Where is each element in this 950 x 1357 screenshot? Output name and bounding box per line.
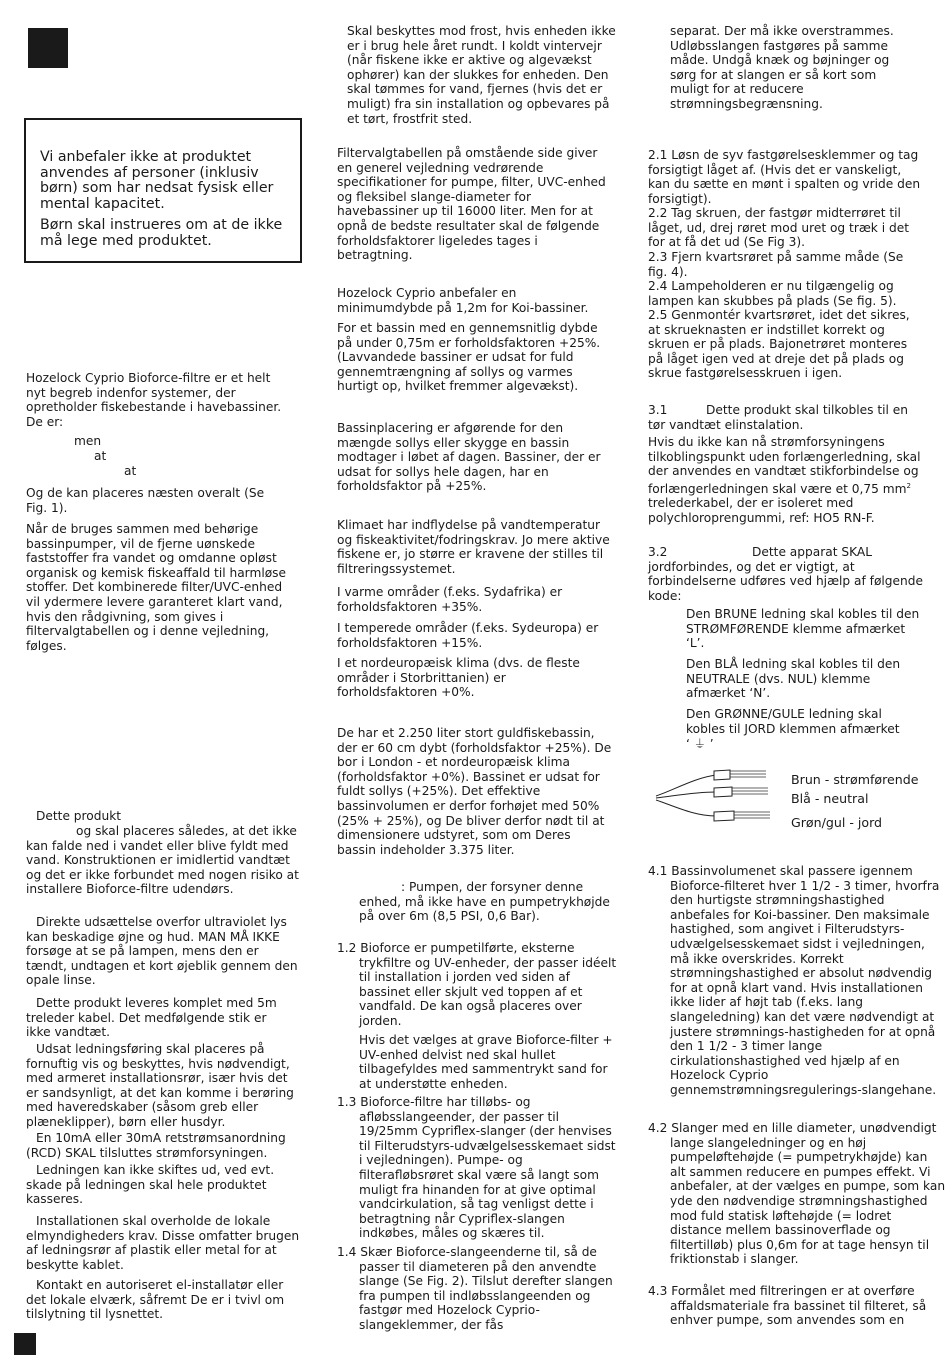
placement-paragraph: Og de kan placeres næsten overalt (Se Fig. 1). [26, 486, 265, 515]
depth-paragraph: Hozelock Cyprio anbefaler en minimumdybde på 1,2m for Koi-bassiner. [337, 286, 589, 315]
electrician-paragraph: Kontakt en autoriseret el-installatør eller det lokale elværk, såfremt De er i tvivl om tilslytning til lysnettet. [26, 1278, 285, 1322]
example-paragraph: De har et 2.250 liter stort guldfiskebassin, der er 60 cm dybt (forholdsfaktor +25%). De bor i London - et nordeuropæisk klima (forholdsfaktor +0%). Bassinet er udsat for fuldt sollys (+25%). Det effektive bassinvolumen er derfor forhøjet med 50% (25% + 25%), og De bliver derfor nødt til at dimensionere udstyret, som om Deres bassin indeholder 3.375 liter. [337, 726, 612, 857]
page-marker-top [28, 28, 68, 68]
warning-box [24, 118, 302, 263]
uv-warning-paragraph: Direkte udsættelse overfor ultraviolet lys kan beskadige øjne og hud. MAN MÅ IKKE forsøge at se på lampen, mens den er tændt, undtagen et kort øjeblik gennem den opale linse. [26, 915, 298, 988]
feature-fragment: men [74, 434, 102, 448]
usage-paragraph: Når de bruges sammen med behørige bassinpumper, vil de fjerne uønskede faststoffer fra vandet og omdanne opløst organisk og kemisk fiskeaffald til harmløse stoffer. Det kombinerede filter/UVC-enhed vil ydermere levere garanteret klart vand, hvis den rådgivning, som gives i filtervalgtabellen og i denne vejledning, følges. [26, 522, 287, 653]
rcd-paragraph: En 10mA eller 30mA retstrømsanordning (RCD) SKAL tilsluttes strømforsyningen. [26, 1131, 286, 1160]
safety-heading-fragment: Dette produkt [36, 809, 122, 823]
section-1-2: 1.2 Bioforce er pumpetilførte, eksterne trykfiltre og UV-enheder, der passer idéelt til installation i jorden ved siden af bassinet eller skjult ved toppen af et vandfald. De kan også placeres over jorden. [337, 941, 617, 1028]
feature-fragment: at [124, 464, 137, 478]
climate-paragraph: Klimaet har indflydelse på vandtemperatur og fiskeaktivitet/fodringskrav. Jo mere aktive fiskene er, jo større er kravene der stilles til filtreringssystemet. [337, 518, 610, 576]
depth-factor-paragraph: For et bassin med en gennemsnitlig dybde på under 0,75m er forholdsfaktoren +25%. (Lavvandede bassiner er udsat for fuld gennemtrængning af sollys og varmes hurtigt op, hvilket fremmer algevækst). [337, 321, 601, 394]
safety-paragraph: og skal placeres således, at det ikke kan falde ned i vandet eller blive fyldt med vand. Konstruktionen er imidlertid vandtæt og det er ikke forbundet med nogen risiko at installere Bioforce-filtre udendørs. [26, 824, 299, 897]
brown-wire-label: Brun - strømførende [791, 772, 919, 787]
extension-text: Hvis du ikke kan nå strømforsyningens tilkoblingspunkt uden forlængerledning, skal der anvendes en vandtæt stikforbindelse og forlængerledningen skal være et 0,75 mm [648, 435, 921, 496]
feature-fragment: at [94, 449, 107, 463]
section-2-4: 2.4 Lampeholderen er nu tilgængelig og lampen kan skubbes på plads (Se fig. 5). [648, 279, 897, 308]
section-4-2: 4.2 Slanger med en lille diameter, unødvendigt lange slangeledninger og en høj pumpeløftehøjde (= pumpetrykhøjde) kan alt sammen reducere en pumpes effekt. Vi anbefaler, at der vælges en pumpe, som kan yde den nødvendige strømningshastighed mod fuld statisk løftehøjde (= lodret distance mellem bassinoverflade og filtertilløb) plus 0,6m for at tage hensyn til friktionstab i slanger. [648, 1121, 946, 1267]
section-4-3: 4.3 Formålet med filtreringen er at overføre affaldsmateriale fra bassinet til filteret, så enhver pumpe, som anvendes som en [648, 1284, 927, 1328]
section-3-2-number: 3.2 [648, 545, 668, 559]
section-1-3: 1.3 Bioforce-filtre har tilløbs- og afløbsslangeender, der passer til 19/25mm Cypriflex-slanger (der henvises til Filterudstyrs-udvælgelsesskemaet sidst i vejledningen). Pumpe- og filterafløbsrøret skal være så langt som muligt fra hinanden for at give optimal vandcirkulation, så tag venligst dette i betragtning når Cypriflex-slangen indkøbes, måles og skæres til. [337, 1095, 616, 1241]
brown-wire-instruction: Den BRUNE ledning skal kobles til den STRØMFØRENDE klemme afmærket ‘L’. [686, 607, 920, 651]
section-1-2-note: Hvis det vælges at grave Bioforce-filter + UV-enhed delvist ned skal hullet tilbagefyldes med sammentrykt sand for at understøtte enheden. [359, 1033, 613, 1091]
section-1-4: 1.4 Skær Bioforce-slangeenderne til, så de passer til diameteren på den anvendte slange (Se Fig. 2). Tilslut derefter slangen fra pumpen til indløbsslangeenden og fastgør med Hozelock Cyprio-slangeklemmer, der fås [337, 1245, 613, 1332]
warning-children-text: Børn skal instrueres om at de ikke må lege med produktet. [40, 217, 283, 249]
earth-symbol: ‘ ⏚ ’ [686, 737, 714, 751]
section-3-1-number: 3.1 [648, 403, 668, 417]
section-3-2: Dette apparat SKAL jordforbindes, og det er vigtigt, at forbindelserne udføres ved hjælp af følgende kode: [648, 545, 923, 603]
page-marker-bottom [14, 1333, 36, 1355]
frost-paragraph: Skal beskyttes mod frost, hvis enheden ikke er i brug hele året rundt. I koldt vintervejr (når fiskene ikke er aktive og algevækst ophører) kan der slukkes for enheden. Den skal tømmes for vand, fjernes (hvis det er muligt) fra sin installation og opbevares på et tørt, frostfrit sted. [347, 24, 616, 126]
extension-text-continued: trelederkabel, der er isoleret med polychloroprengummi, ref: HO5 RN-F. [648, 496, 875, 526]
climate-north-paragraph: I et nordeuropæisk klima (dvs. de fleste områder i Storbrittanien) er forholdsfaktoren +0%. [337, 656, 580, 700]
cable-paragraph: Dette produkt leveres komplet med 5m treleder kabel. Det medfølgende stik er ikke vandtæt. [26, 996, 277, 1040]
green-wire-instruction: Den GRØNNE/GULE ledning skal kobles til JORD klemmen afmærket [686, 707, 900, 736]
blue-wire-instruction: Den BLÅ ledning skal kobles til den NEUTRALE (dvs. NUL) klemme afmærket ‘N’. [686, 657, 901, 701]
section-2-2: 2.2 Tag skruen, der fastgør midterrøret til låget, ud, drej røret mod uret og træk i det for at få det ud (Se Fig 3). [648, 206, 910, 250]
wiring-paragraph: Udsat ledningsføring skal placeres på fornuftig vis og beskyttes, hvis nødvendigt, med armeret installationsrør, især hvis det er sandsynligt, at det kan komme i berøring med haveredskaber (såsom greb eller plæneklipper), børn eller husdyr. [26, 1042, 294, 1129]
sunlight-paragraph: Bassinplacering er afgørende for den mængde sollys eller skygge en bassin modtager i løbet af dagen. Bassiner, der er udsat for sollys hele dagen, har en forholdsfaktor på +25%. [337, 421, 601, 494]
replacement-paragraph: Ledningen kan ikke skiftes ud, ved evt. skade på ledningen skal hele produktet kasseres. [26, 1163, 275, 1207]
section-2-3: 2.3 Fjern kvartsrøret på samme måde (Se fig. 4). [648, 250, 904, 279]
climate-warm-paragraph: I varme områder (f.eks. Sydafrika) er forholdsfaktoren +35%. [337, 585, 563, 614]
section-2-1: 2.1 Løsn de syv fastgørelsesklemmer og tag forsigtigt låget af. (Hvis det er vanskeligt, kan du sætte en mønt i spalten og vride den forsigtigt). [648, 148, 921, 206]
section-3-1-extension [648, 435, 924, 526]
pump-paragraph: : Pumpen, der forsyner denne enhed, må ikke have en pumpetrykhøjde på over 6m (8,5 PSI, 0,6 Bar). [359, 880, 610, 924]
cable-diagram [654, 766, 774, 828]
green-wire-label: Grøn/gul - jord [791, 815, 883, 830]
blue-wire-label: Blå - neutral [791, 791, 869, 806]
intro-paragraph: Hozelock Cyprio Bioforce-filtre er et helt nyt begreb indenfor systemer, der opretholder fiskebestande i havebassiner. De er: [26, 371, 282, 429]
section-2-5: 2.5 Genmontér kvartsrøret, idet det sikres, at skrueknasten er indstillet korrekt og skruen er på plads. Bajonetrøret monteres på låget igen ved at dreje det på plads og skrue fastgørelsesskruen i igen. [648, 308, 910, 381]
installation-paragraph: Installationen skal overholde de lokale elmyndigheders krav. Disse omfatter brugen af ledningsrør af plastik eller metal for at beskytte kablet. [26, 1214, 300, 1272]
section-4-1: 4.1 Bassinvolumenet skal passere igennem Bioforce-filteret hver 1 1/2 - 3 timer, hvorfra den hurtigste strømningshastighed anbefales for Koi-bassiner. Den maksimale hastighed, som angivet i Filterudstyrs-udvælgelsesskemaet sidst i vejledningen, må ikke overskrides. Korrekt strømningshastighed er absolut nødvendig for at opnå klart vand. Hvis installationen ikke lider af højt tab (f.eks. lang slangeledning) kan det være nødvendigt at justere strømnings-hastigheden for at opnå den 1 1/2 - 3 timer lange cirkulationshastighed ved hjælp af en Hozelock Cyprio gennemstrømningsregulerings-slangehane. [648, 864, 940, 1097]
warning-text: Vi anbefaler ikke at produktet anvendes af personer (inklusiv børn) som har nedsat fysisk eller mental kapacitet. [40, 149, 274, 212]
selection-paragraph: Filtervalgtabellen på omstående side giver en generel vejledning vedrørende specifikationer for pumpe, filter, UVC-enhed og fleksibel slange-diameter for havebassiner up til 16000 liter. Men for at opnå de bedste resultater skal de følgende forholdsfaktorer ligeledes tages i betragtning. [337, 146, 606, 263]
climate-temperate-paragraph: I temperede områder (f.eks. Sydeuropa) er forholdsfaktoren +15%. [337, 621, 599, 650]
section-3-1: Dette produkt skal tilkobles til en tør vandtæt elinstalation. [648, 403, 908, 432]
section-1-4-continued: separat. Der må ikke overstrammes. Udløbsslangen fastgøres på samme måde. Undgå knæk og bøjninger og sørg for at slangen er så kort som muligt for at reducere strømningsbegrænsning. [670, 24, 894, 111]
superscript-2: 2 [906, 481, 911, 490]
